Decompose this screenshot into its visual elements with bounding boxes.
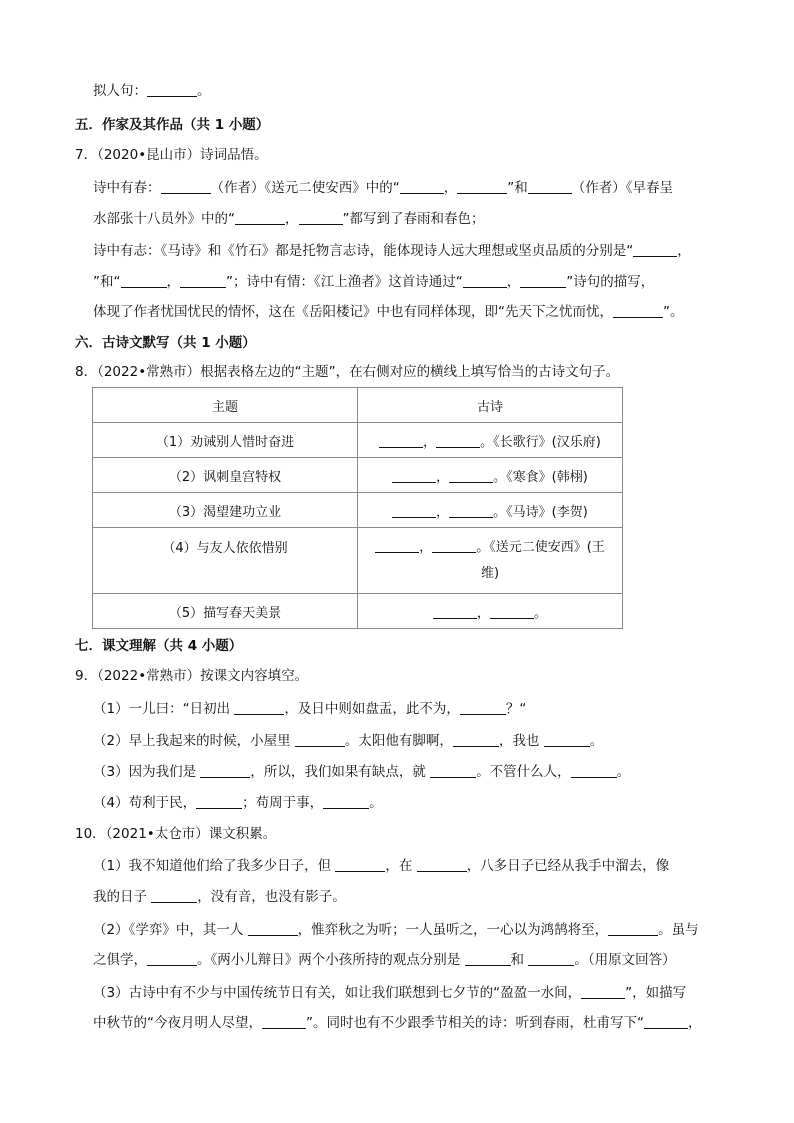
question-source: （2022•常熟市） xyxy=(97,668,201,684)
question-7-line-4: ”和“ ， ”；诗中有情：《江上渔者》这首诗通过“ ， ”诗句的描写， xyxy=(93,274,655,290)
answer-blank[interactable] xyxy=(460,700,506,715)
answer-blank[interactable] xyxy=(528,951,574,966)
question-prompt: 根据表格左边的“主题”，在右侧对应的横线上填写恰当的古诗文句子。 xyxy=(200,364,620,380)
poem-theme-table xyxy=(92,387,623,629)
section-title-5: 五．作家及其作品（共 1 小题） xyxy=(75,117,270,133)
answer-blank[interactable] xyxy=(528,179,572,194)
answer-blank[interactable] xyxy=(644,1014,688,1029)
section-title-7: 七．课文理解（共 4 小题） xyxy=(75,638,243,654)
theme-cell: （4）与友人依依惜别 xyxy=(93,528,358,594)
table-row xyxy=(93,493,623,528)
answer-blank[interactable] xyxy=(235,210,285,225)
table-row xyxy=(93,458,623,493)
answer-blank[interactable] xyxy=(248,921,298,936)
question-prompt: 按课文内容填空。 xyxy=(200,668,309,684)
question-7-line-3: 诗中有志：《马诗》和《竹石》都是托物言志诗，能体现诗人远大理想或坚贞品质的分别是“ ， xyxy=(93,243,691,259)
theme-cell: （1）劝诫别人惜时奋进 xyxy=(93,423,358,458)
table-header-row xyxy=(93,388,623,423)
answer-blank[interactable] xyxy=(299,210,343,225)
section-title-6: 六．古诗文默写（共 1 小题） xyxy=(75,335,256,351)
answer-blank[interactable] xyxy=(147,951,197,966)
question-10-line-3: （2）《学弈》中，其一人 ，惟弈秋之为听；一人虽听之，一心以为鸿鹄将至， 。虽与 xyxy=(93,922,699,938)
answer-blank[interactable] xyxy=(262,1014,306,1029)
poem-cell: ， 。《送元二使安西》(王 维) xyxy=(358,528,623,594)
question-7-line-1: 诗中有春： （作者）《送元二使安西》中的“ ， ”和 （作者）《早春呈 xyxy=(93,180,673,196)
answer-blank[interactable] xyxy=(234,700,284,715)
question-prompt: 诗词品悟。 xyxy=(200,147,268,163)
question-10-header xyxy=(75,824,276,844)
answer-blank[interactable] xyxy=(490,604,534,619)
answer-blank[interactable] xyxy=(121,273,167,288)
answer-blank[interactable] xyxy=(430,763,476,778)
answer-blank[interactable] xyxy=(335,857,385,872)
answer-blank[interactable] xyxy=(392,468,436,483)
table-row xyxy=(93,528,623,594)
answer-blank[interactable] xyxy=(581,984,625,999)
question-9-item-3: （3）因为我们是 ，所以，我们如果有缺点，就 。不管什么人， 。 xyxy=(93,764,631,780)
question-9-item-4: （4）苟利于民， ；苟周于事， 。 xyxy=(93,795,383,811)
poem-cell: ， 。《马诗》(李贺) xyxy=(358,493,623,528)
answer-blank[interactable] xyxy=(571,763,617,778)
question-prompt: 课文积累。 xyxy=(208,826,277,842)
answer-blank[interactable] xyxy=(633,242,677,257)
answer-blank[interactable] xyxy=(432,538,476,553)
answer-blank[interactable] xyxy=(200,763,250,778)
theme-cell: （3）渴望建功立业 xyxy=(93,493,358,528)
answer-blank[interactable] xyxy=(449,468,493,483)
question-number: 10． xyxy=(75,826,106,842)
answer-blank[interactable] xyxy=(151,888,197,903)
question-source: （2020•昆山市） xyxy=(97,147,201,163)
answer-blank[interactable] xyxy=(436,433,480,448)
answer-blank[interactable] xyxy=(465,951,511,966)
answer-blank[interactable] xyxy=(180,273,226,288)
question-10-line-4: 之俱学， 。《两小儿辩日》两个小孩所持的观点分别是 和 。（用原文回答） xyxy=(93,952,676,968)
theme-cell: （5）描写春天美景 xyxy=(93,594,358,629)
question-number: 9． xyxy=(75,668,98,684)
column-header-poem: 古诗 xyxy=(358,388,623,423)
answer-blank[interactable] xyxy=(295,732,345,747)
answer-blank[interactable] xyxy=(453,732,499,747)
poem-cell: ， 。《长歌行》(汉乐府) xyxy=(358,423,623,458)
question-8-header xyxy=(75,362,619,382)
table-row xyxy=(93,594,623,629)
answer-blank[interactable] xyxy=(400,179,444,194)
answer-blank[interactable] xyxy=(520,273,566,288)
answer-blank[interactable] xyxy=(433,604,477,619)
answer-blank[interactable] xyxy=(392,503,436,518)
answer-blank[interactable] xyxy=(608,921,658,936)
question-9-item-2: （2）早上我起来的时候，小屋里 。太阳他有脚啊， ，我也 。 xyxy=(93,733,604,749)
answer-blank[interactable] xyxy=(375,538,419,553)
question-source: （2021•太仓市） xyxy=(105,826,209,842)
question-number: 7． xyxy=(75,147,98,163)
table-row xyxy=(93,423,623,458)
question-10-line-6: 中秋节的“今夜月明人尽望， ”。同时也有不少跟季节相关的诗：听到春雨，杜甫写下“ ， xyxy=(93,1015,702,1031)
question-9-item-1: （1）一儿曰：“日初出 ，及日中则如盘盂，此不为， ？“ xyxy=(93,701,527,717)
answer-blank[interactable] xyxy=(196,794,242,809)
answer-blank[interactable] xyxy=(161,179,211,194)
question-9-header xyxy=(75,666,308,686)
answer-blank[interactable] xyxy=(463,273,507,288)
question-10-line-1: （1）我不知道他们给了我多少日子，但 ，在 ，八多日子已经从我手中溜去，像 xyxy=(93,858,670,874)
question-7-header xyxy=(75,145,268,165)
answer-blank[interactable] xyxy=(613,303,663,318)
poem-cell: ， 。 xyxy=(358,594,623,629)
question-number: 8． xyxy=(75,364,98,380)
theme-cell: （2）讽刺皇宫特权 xyxy=(93,458,358,493)
answer-blank[interactable] xyxy=(323,794,369,809)
question-7-line-5: 体现了作者忧国忧民的情怀，这在《岳阳楼记》中也有同样体现，即“先天下之忧而忧， ”。 xyxy=(93,304,684,320)
question-10-line-2: 我的日子 ，没有音，也没有影子。 xyxy=(93,889,346,905)
personification-label: 拟人句： xyxy=(93,83,147,99)
answer-blank[interactable] xyxy=(379,433,423,448)
poem-cell: ， 。《寒食》(韩栩) xyxy=(358,458,623,493)
question-7-line-2: 水部张十八员外》中的“ ， ”都写到了春雨和春色； xyxy=(93,211,485,227)
answer-blank[interactable] xyxy=(449,503,493,518)
column-header-theme: 主题 xyxy=(93,388,358,423)
answer-blank[interactable] xyxy=(457,179,507,194)
personification-line: 拟人句： 。 xyxy=(93,83,211,99)
answer-blank[interactable] xyxy=(544,732,590,747)
question-source: （2022•常熟市） xyxy=(97,364,201,380)
answer-blank[interactable] xyxy=(417,857,467,872)
answer-blank[interactable] xyxy=(147,82,197,97)
question-10-line-5: （3）古诗中有不少与中国传统节日有关，如让我们联想到七夕节的“盈盈一水间， ”，如描写 xyxy=(93,985,687,1001)
